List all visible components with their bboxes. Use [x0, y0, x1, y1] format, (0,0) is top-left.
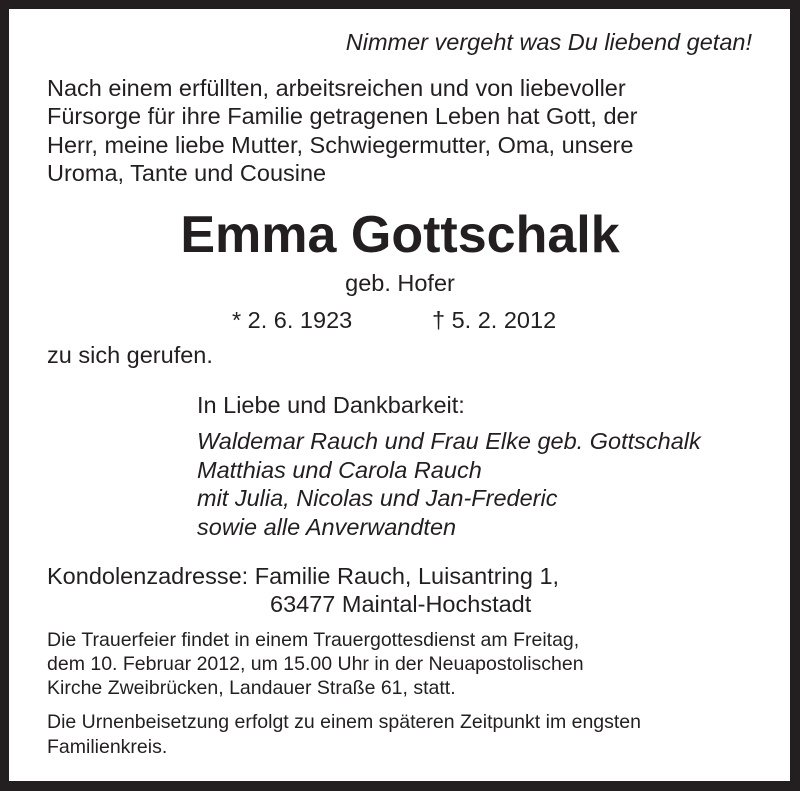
intro-line: Uroma, Tante und Cousine [47, 160, 327, 186]
condolence-city: 63477 Maintal-Hochstadt [270, 591, 532, 617]
funeral-line: Kirche Zweibrücken, Landauer Straße 61, statt. [47, 677, 456, 699]
intro-line: Herr, meine liebe Mutter, Schwiegermutter, Oma, unsere [47, 132, 634, 158]
maiden-name: geb. Hofer [345, 270, 455, 296]
urn-line: Die Urnenbeisetzung erfolgt zu einem späteren Zeitpunkt im engsten [47, 711, 641, 733]
motto: Nimmer vergeht was Du liebend getan! [345, 29, 752, 55]
deceased-name: Emma Gottschalk [180, 206, 620, 264]
birth-date: * 2. 6. 1923 [232, 307, 353, 333]
intro-line: Nach einem erfüllten, arbeitsreichen und von liebevoller [47, 75, 626, 101]
death-date: † 5. 2. 2012 [432, 307, 557, 333]
gratitude-heading: In Liebe und Dankbarkeit: [197, 392, 465, 418]
funeral-line: dem 10. Februar 2012, um 15.00 Uhr in der Neuapostolischen [47, 653, 584, 675]
mourner-line: Matthias und Carola Rauch [197, 457, 482, 483]
mourner-line: Waldemar Rauch und Frau Elke geb. Gottschalk [197, 428, 701, 454]
intro-line: Fürsorge für ihre Familie getragenen Leben hat Gott, der [47, 103, 638, 129]
mourner-line: mit Julia, Nicolas und Jan-Frederic [197, 485, 558, 511]
called-home-text: zu sich gerufen. [47, 342, 213, 368]
condolence-address: Kondolenzadresse: Familie Rauch, Luisantring 1, [47, 563, 560, 589]
urn-line: Familienkreis. [47, 736, 168, 758]
mourner-line: sowie alle Anverwandten [197, 514, 457, 540]
funeral-line: Die Trauerfeier findet in einem Trauergottesdienst am Freitag, [47, 629, 580, 651]
